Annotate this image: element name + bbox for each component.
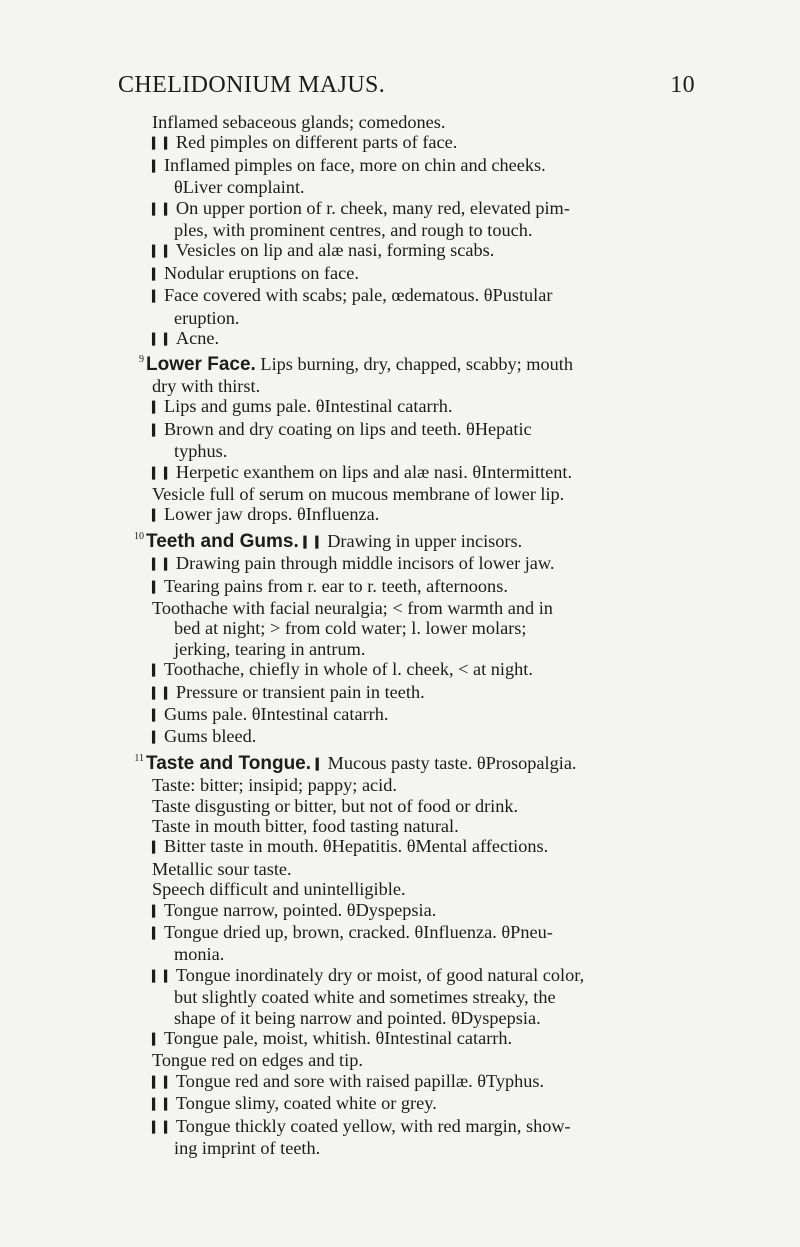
emphasis-marker: ▍: [152, 904, 164, 918]
symptom-entry: [152, 263, 712, 285]
entry-line: Tongue pale, moist, whitish. θIntestinal catarrh.: [163, 1028, 513, 1049]
entry-line: dry with thirst.: [152, 375, 261, 396]
entry-line: Lips burning, dry, chapped, scabby; mouth: [260, 354, 573, 375]
section-heading-entry: [130, 350, 712, 396]
emphasis-marker: ▍: [315, 757, 328, 771]
entry-line: jerking, tearing in antrum.: [174, 638, 366, 659]
symptom-entry: [152, 1028, 712, 1050]
emphasis-marker: ▍: [152, 841, 164, 855]
entry-line: Lips and gums pale. θIntestinal catarrh.: [163, 396, 453, 417]
emphasis-marker: ▍ ▍: [152, 333, 176, 347]
entry-line: Lower jaw drops. θInfluenza.: [163, 504, 380, 525]
section-heading-entry: [130, 749, 712, 775]
entry-line: Tongue thickly coated yellow, with red margin, show-: [175, 1115, 571, 1136]
emphasis-marker: ▍: [152, 290, 164, 304]
symptom-entry: [152, 462, 712, 484]
emphasis-marker: ▍: [152, 401, 164, 415]
entry-line: Tongue narrow, pointed. θDyspepsia.: [163, 899, 437, 920]
symptom-entry: [152, 726, 712, 748]
symptom-entry: [152, 1050, 712, 1070]
emphasis-marker: ▍: [152, 664, 164, 678]
text-body: [134, 112, 712, 1159]
entry-line: Acne.: [175, 328, 220, 349]
entry-line: Inflamed pimples on face, more on chin and cheeks.: [163, 154, 546, 175]
entry-line: eruption.: [174, 307, 240, 328]
symptom-entry: [152, 859, 712, 879]
emphasis-marker: ▍: [152, 927, 164, 941]
entry-line: Taste: bitter; insipid; pappy; acid.: [152, 775, 397, 796]
section-heading: Teeth and Gums.: [146, 530, 299, 552]
entry-line: Vesicles on lip and alæ nasi, forming scabs.: [175, 240, 495, 261]
symptom-entry: [152, 132, 712, 154]
symptom-entry: [152, 796, 712, 816]
symptom-entry: [152, 1071, 712, 1093]
entry-line: Face covered with scabs; pale, œdematous. θPustular: [163, 285, 553, 306]
emphasis-marker: ▍: [152, 580, 164, 594]
entry-line: Tongue dried up, brown, cracked. θInfluenza. θPneu-: [163, 922, 553, 943]
running-title: CHELIDONIUM MAJUS.: [118, 72, 386, 98]
symptom-entry: [152, 775, 712, 795]
emphasis-marker: ▍: [152, 509, 164, 523]
section-heading-entry: [130, 527, 712, 553]
section-number: 11: [134, 752, 144, 764]
symptom-entry: [152, 816, 712, 836]
entry-line: Tongue slimy, coated white or grey.: [175, 1093, 437, 1114]
emphasis-marker: ▍ ▍: [152, 1120, 176, 1134]
entry-line: Vesicle full of serum on mucous membrane of lower lip.: [152, 483, 565, 504]
emphasis-marker: ▍: [152, 159, 164, 173]
symptom-entry: [152, 504, 712, 526]
entry-line: Gums bleed.: [163, 726, 257, 747]
symptom-entry: [152, 659, 712, 681]
entry-line: Speech difficult and unintelligible.: [152, 879, 406, 900]
entry-line: ples, with prominent centres, and rough to touch.: [174, 220, 533, 241]
emphasis-marker: ▍ ▍: [152, 466, 176, 480]
entry-line: Drawing pain through middle incisors of lower jaw.: [175, 553, 555, 574]
entry-line: Toothache, chiefly in whole of l. cheek, < at night.: [163, 659, 533, 680]
entry-line: θLiver complaint.: [174, 177, 305, 198]
entry-line: Tongue inordinately dry or moist, of good natural color,: [175, 964, 585, 985]
entry-line: Brown and dry coating on lips and teeth. θHepatic: [163, 418, 532, 439]
entry-line: Inflamed sebaceous glands; comedones.: [152, 112, 446, 132]
emphasis-marker: ▍: [152, 731, 164, 745]
section-number: 9: [139, 354, 144, 366]
emphasis-marker: ▍ ▍: [152, 245, 176, 259]
emphasis-marker: ▍ ▍: [152, 202, 176, 216]
emphasis-marker: ▍: [152, 708, 164, 722]
symptom-entry: [152, 112, 712, 132]
symptom-entry: [152, 1093, 712, 1115]
entry-line: shape of it being narrow and pointed. θDyspepsia.: [174, 1007, 541, 1028]
entry-line: Mucous pasty taste. θProsopalgia.: [327, 752, 577, 773]
symptom-entry: [152, 240, 712, 262]
symptom-entry: [152, 553, 712, 575]
emphasis-marker: ▍ ▍: [303, 535, 328, 549]
emphasis-marker: ▍ ▍: [152, 137, 176, 151]
symptom-entry: [152, 484, 712, 504]
entry-line: Taste disgusting or bitter, but not of food or drink.: [152, 795, 519, 816]
entry-line: ing imprint of teeth.: [174, 1138, 321, 1159]
symptom-entry: [152, 155, 712, 198]
entry-line: Taste in mouth bitter, food tasting natural.: [152, 816, 459, 836]
page-number: 10: [670, 72, 695, 98]
entry-line: Red pimples on different parts of face.: [175, 132, 458, 153]
entry-line: Nodular eruptions on face.: [163, 262, 359, 283]
symptom-entry: [152, 598, 712, 659]
entry-line: Drawing in upper incisors.: [327, 530, 523, 551]
entry-line: monia.: [174, 944, 225, 965]
entry-line: Herpetic exanthem on lips and alæ nasi. θIntermittent.: [175, 461, 573, 482]
entry-line: Tearing pains from r. ear to r. teeth, afternoons.: [163, 575, 508, 596]
section-heading: Lower Face.: [146, 354, 256, 376]
symptom-entry: [152, 285, 712, 328]
entry-line: but slightly coated white and sometimes streaky, the: [174, 987, 556, 1008]
symptom-entry: [152, 682, 712, 704]
section-number: 10: [134, 530, 144, 542]
entry-line: On upper portion of r. cheek, many red, elevated pim-: [175, 197, 570, 218]
symptom-entry: [152, 704, 712, 726]
symptom-entry: [152, 900, 712, 922]
symptom-entry: [152, 836, 712, 858]
entry-line: Tongue red on edges and tip.: [152, 1050, 363, 1071]
symptom-entry: [152, 879, 712, 899]
entry-line: bed at night; > from cold water; l. lower molars;: [174, 618, 527, 639]
entry-line: Pressure or transient pain in teeth.: [175, 681, 425, 702]
emphasis-marker: ▍: [152, 267, 164, 281]
entry-line: Metallic sour taste.: [152, 858, 292, 879]
symptom-entry: [152, 419, 712, 462]
emphasis-marker: ▍ ▍: [152, 1098, 176, 1112]
symptom-entry: [152, 576, 712, 598]
emphasis-marker: ▍ ▍: [152, 969, 176, 983]
symptom-entry: [152, 1116, 712, 1159]
symptom-entry: [152, 198, 712, 241]
emphasis-marker: ▍: [152, 1033, 164, 1047]
emphasis-marker: ▍ ▍: [152, 558, 176, 572]
entry-line: Toothache with facial neuralgia; < from warmth and in: [152, 597, 553, 618]
symptom-entry: [152, 965, 712, 1028]
symptom-entry: [152, 922, 712, 965]
entry-line: typhus.: [174, 441, 228, 462]
entry-line: Gums pale. θIntestinal catarrh.: [163, 703, 389, 724]
emphasis-marker: ▍: [152, 423, 164, 437]
entry-line: Tongue red and sore with raised papillæ. θTyphus.: [175, 1070, 545, 1091]
emphasis-marker: ▍ ▍: [152, 686, 176, 700]
symptom-entry: [152, 396, 712, 418]
entry-line: Bitter taste in mouth. θHepatitis. θMental affections.: [163, 836, 549, 857]
emphasis-marker: ▍ ▍: [152, 1075, 176, 1089]
symptom-entry: [152, 328, 712, 350]
running-header: [118, 72, 695, 99]
section-heading: Taste and Tongue.: [146, 752, 312, 774]
